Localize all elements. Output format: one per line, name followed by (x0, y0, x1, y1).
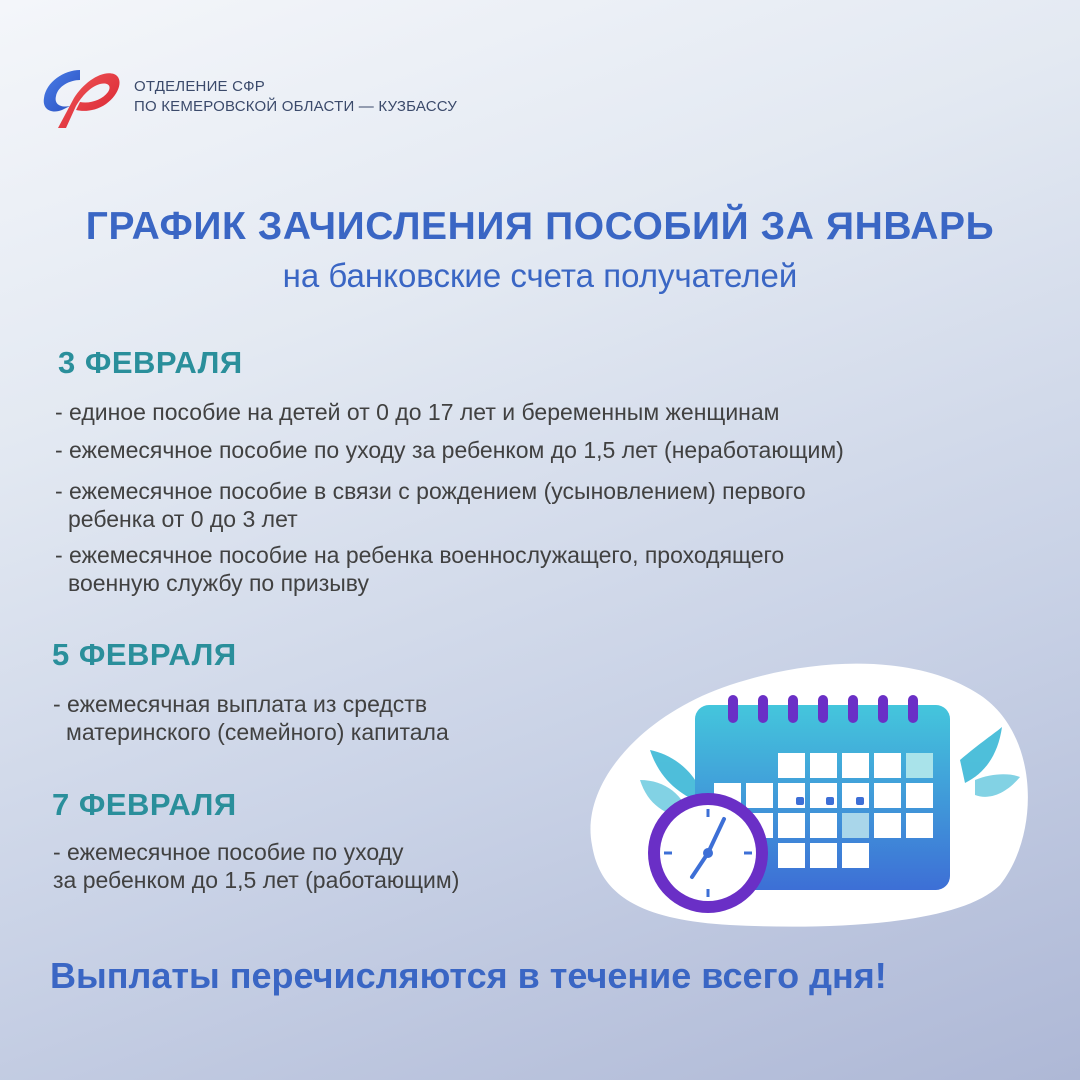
benefit-item-line: - ежемесячное пособие в связи с рождением (усыновлением) первого (55, 478, 806, 504)
date-heading: 3 ФЕВРАЛЯ (58, 345, 243, 380)
date-heading: 5 ФЕВРАЛЯ (52, 637, 237, 672)
organization-name (134, 77, 457, 117)
org-line-1: ОТДЕЛЕНИЕ СФР (134, 78, 265, 95)
benefit-item-line: за ребенком до 1,5 лет (работающим) (53, 867, 460, 893)
benefit-item-line: - ежемесячное пособие по уходу (53, 839, 404, 865)
clock-icon (648, 793, 768, 913)
org-line-2: ПО КЕМЕРОВСКОЙ ОБЛАСТИ — КУЗБАССУ (134, 98, 458, 115)
benefit-item-line: военную службу по призыву (68, 570, 369, 596)
page-title: ГРАФИК ЗАЧИСЛЕНИЯ ПОСОБИЙ ЗА ЯНВАРЬ (85, 205, 995, 248)
benefit-item (55, 436, 844, 464)
calendar-illustration (580, 655, 1030, 930)
sfr-logo-icon (40, 62, 124, 132)
date-heading: 7 ФЕВРАЛЯ (52, 787, 237, 822)
page-subtitle: на банковские счета получателей (282, 257, 798, 294)
benefit-item-line: ребенка от 0 до 3 лет (68, 506, 298, 532)
benefit-item-line: материнского (семейного) капитала (66, 719, 449, 745)
benefit-item-line: - единое пособие на детей от 0 до 17 лет и беременным женщинам (55, 399, 780, 425)
benefit-item (55, 541, 784, 597)
benefit-item-line: - ежемесячное пособие по уходу за ребенком до 1,5 лет (неработающим) (55, 437, 844, 463)
benefit-item-line: - ежемесячное пособие на ребенка военнослужащего, проходящего (55, 542, 785, 568)
benefit-item (53, 838, 459, 894)
benefit-item (53, 690, 449, 746)
benefit-item-line: - ежемесячная выплата из средств (53, 691, 428, 717)
benefit-item (55, 477, 806, 533)
footer-note: Выплаты перечисляются в течение всего дня! (50, 955, 887, 996)
benefit-item (55, 398, 779, 426)
